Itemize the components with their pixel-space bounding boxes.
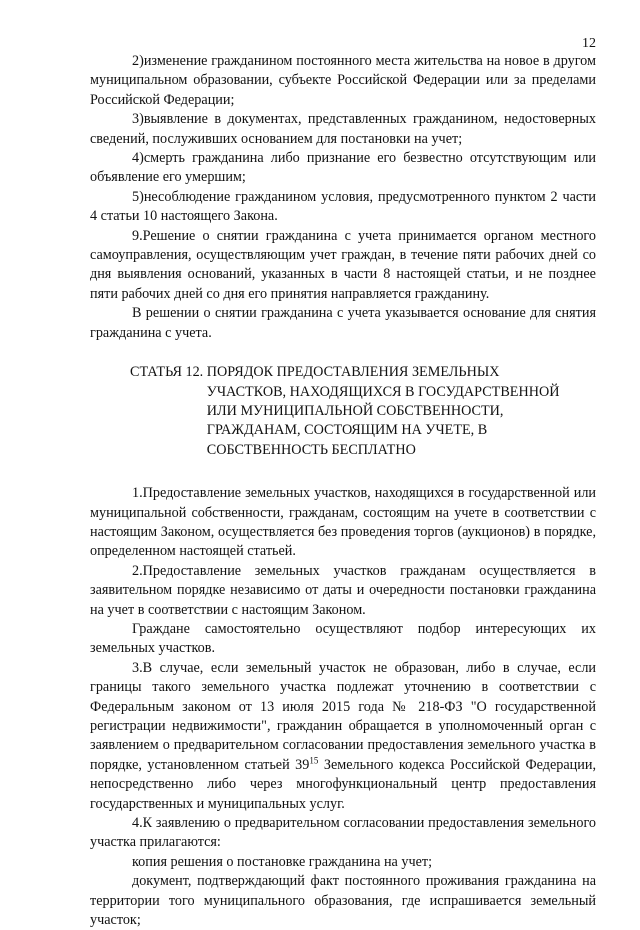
paragraph-item-4: 4)смерть гражданина либо признание его безвестно отсутствующим или объявление его умершим; [90, 150, 596, 186]
paragraph-item-2: 2)изменение гражданином постоянного места жительства на новое в другом муниципальном образовании, субъекте Российской Федерации или за пределами Российской Федерации; [90, 53, 596, 108]
article-title-line: ГРАЖДАНАМ, СОСТОЯЩИМ НА УЧЕТЕ, В [206, 422, 488, 439]
paragraph-residence-document: документ, подтверждающий факт постоянного проживания гражданина на территории того муниципального образования, где испрашивается земельный участок; [90, 873, 596, 929]
document-body [90, 52, 596, 930]
article-superscript: 15 [309, 755, 319, 766]
paragraph-self-selection: Граждане самостоятельно осуществляют подбор интересующих их земельных участков. [90, 620, 596, 657]
paragraph-part-9: 9.Решение о снятии гражданина с учета принимается органом местного самоуправления, осуществляющим учет граждан, в течение пяти рабочих дней со дня выявления оснований, указанных в части 8 настоящей статьи, и не позднее пяти рабочих дней со дня его принятия направляется гражданину. [90, 227, 596, 302]
paragraph-item-5: 5)несоблюдение гражданином условия, предусмотренного пунктом 2 части 4 статьи 10 настоящего Закона. [90, 188, 596, 225]
paragraph-copy-decision: копия решения о постановке гражданина на учет; [132, 853, 433, 870]
paragraph-item-3: 3)выявление в документах, представленных гражданином, недостоверных сведений, послуживших основанием для постановки на учет; [90, 111, 596, 147]
paragraph-part-4: 4.К заявлению о предварительном согласовании предоставления земельного участка прилагаются: [90, 815, 596, 851]
para3-text-b: Земельного кодекса Российской Федерации, непосредственно либо через многофункциональный центр предоставления государственных и муниципальных услуг. [90, 756, 596, 812]
article-title-line: УЧАСТКОВ, НАХОДЯЩИХСЯ В ГОСУДАРСТВЕННОЙ [206, 383, 560, 400]
paragraph-decision-basis: В решении о снятии гражданина с учета указывается основание для снятия гражданина с учета. [90, 305, 596, 341]
paragraph-part-2: 2.Предоставление земельных участков гражданам осуществляется в заявительном порядке независимо от даты и очередности постановки гражданина на учет в соответствии с настоящим Законом. [90, 562, 596, 618]
article-title-line: ПОРЯДОК ПРЕДОСТАВЛЕНИЯ ЗЕМЕЛЬНЫХ [206, 364, 500, 381]
article-title-line: ИЛИ МУНИЦИПАЛЬНОЙ СОБСТВЕННОСТИ, [206, 402, 504, 419]
article-title [207, 363, 560, 460]
page-number: 12 [582, 36, 596, 51]
article-label: СТАТЬЯ 12. [130, 364, 207, 381]
article-heading [130, 363, 596, 460]
para3-text-a: 3.В случае, если земельный участок не образован, либо в случае, если границы такого земельного участка подлежат уточнению в соответствии с Федеральным законом от 13 июля 2015 года № 218-ФЗ "О государственной регистрации недвижимости", гражданин обращается в уполномоченный орган с заявлением о предварительном согласовании предоставления земельного участка в порядке, установленном статьей 39 [90, 659, 596, 773]
article-title-line: СОБСТВЕННОСТЬ БЕСПЛАТНО [206, 441, 416, 458]
paragraph-part-3 [90, 659, 596, 814]
paragraph-part-1: 1.Предоставление земельных участков, находящихся в государственной или муниципальной собственности, гражданам, состоящим на учете в соответствии с настоящим Законом, осуществляется без проведения торгов (аукционов) в порядке, определенном настоящей статьей. [90, 485, 596, 560]
